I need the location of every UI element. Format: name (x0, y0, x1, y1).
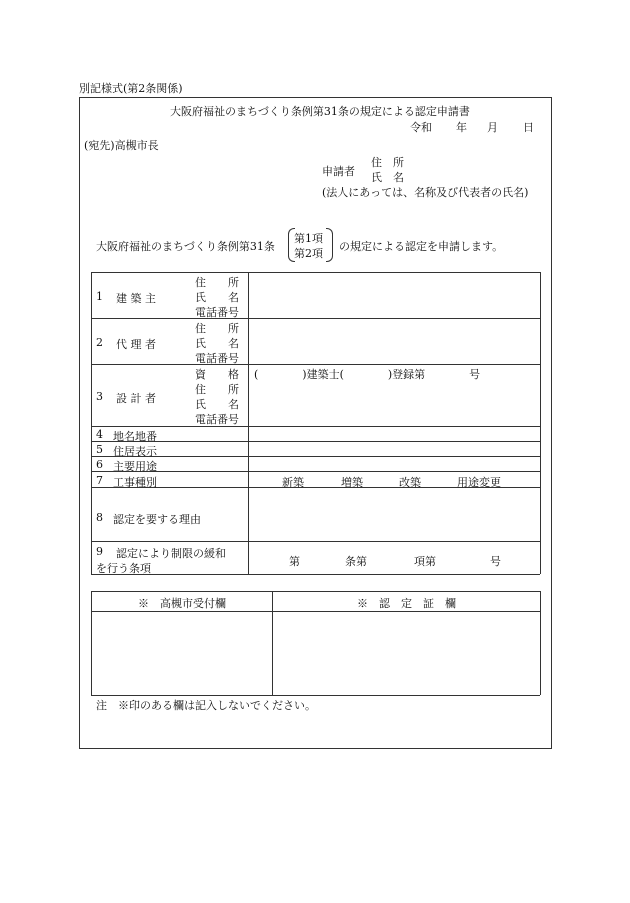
sub-label: 氏 名 (195, 291, 239, 304)
sub-label: 氏 名 (195, 398, 239, 411)
row-number: 4 (96, 428, 103, 441)
table-border-right (540, 272, 541, 574)
row-number: 1 (96, 290, 103, 303)
row-number: 5 (96, 443, 103, 456)
row-label: 認定により制限の緩和 (116, 547, 226, 560)
row-divider (91, 426, 540, 427)
row-number: 6 (96, 458, 103, 471)
row-label: 主要用途 (113, 460, 157, 473)
row-number: 3 (96, 390, 103, 403)
sub-label: 住 所 (195, 276, 239, 289)
row-label: 認定を要する理由 (113, 513, 201, 526)
work-type-rebuild: 改築 (399, 476, 421, 489)
row-label: 地名地番 (113, 430, 157, 443)
reception-header-divider (91, 611, 540, 612)
form-label: 別記様式(第2条関係) (79, 82, 183, 95)
clause-item: 号 (490, 555, 501, 568)
work-type-new: 新築 (282, 476, 304, 489)
date-era: 令和 (410, 121, 432, 134)
certificate-title: ※ 認 定 証 欄 (357, 597, 456, 610)
clause-paragraph: 項第 (414, 555, 436, 568)
bracket-right (326, 228, 333, 262)
statement-prefix: 大阪府福祉のまちづくり条例第31条 (96, 240, 275, 253)
reception-border-right (540, 591, 541, 695)
option-clause-1: 第1項 (294, 232, 323, 245)
addressee: (宛先)高槻市長 (84, 139, 159, 152)
row-divider (91, 471, 540, 472)
applicant-label: 申請者 (322, 165, 355, 178)
table-border-left (91, 272, 92, 574)
row-label: 設 計 者 (116, 392, 156, 405)
sub-label: 資 格 (195, 368, 239, 381)
clause-article: 条第 (345, 555, 367, 568)
row-divider (91, 541, 540, 542)
clause-article-prefix: 第 (289, 555, 300, 568)
sub-label: 電話番号 (195, 306, 239, 319)
corp-note: (法人にあっては、名称及び代表者の氏名) (322, 186, 529, 199)
date-day: 日 (523, 121, 534, 134)
table-border-top (91, 272, 540, 273)
row-number: 2 (96, 336, 103, 349)
sub-label: 氏 名 (195, 337, 239, 350)
reception-border-bottom (91, 695, 540, 696)
work-type-extension: 増築 (341, 476, 363, 489)
applicant-address-label: 住 所 (371, 156, 404, 169)
row-divider (91, 318, 540, 319)
row-label: 住居表示 (113, 445, 157, 458)
sub-label: 住 所 (195, 322, 239, 335)
row-number: 8 (96, 511, 103, 524)
work-type-use-change: 用途変更 (457, 476, 501, 489)
sub-label: 電話番号 (195, 352, 239, 365)
row-number: 9 (96, 545, 103, 558)
sub-label: 住 所 (195, 383, 239, 396)
option-clause-2: 第2項 (294, 247, 323, 260)
designer-qualification: ( )建築士( )登録第 号 (254, 368, 481, 381)
form-title: 大阪府福祉のまちづくり条例第31条の規定による認定申請書 (170, 105, 470, 118)
row-label: 代 理 者 (116, 338, 156, 351)
date-year: 年 (456, 121, 467, 134)
statement-suffix: の規定による認定を申請します。 (339, 240, 504, 253)
date-month: 月 (487, 121, 498, 134)
row-divider (91, 441, 540, 442)
reception-title: ※ 高槻市受付欄 (138, 597, 226, 610)
table-border-bottom (91, 574, 540, 575)
sub-label: 電話番号 (195, 413, 239, 426)
row-label-cont: を行う条項 (96, 562, 151, 575)
row-divider (91, 364, 540, 365)
reception-border-top (91, 591, 540, 592)
column-divider (248, 272, 249, 574)
footnote: 注 ※印のある欄は記入しないでください。 (96, 699, 316, 712)
row-label: 工事種別 (113, 476, 157, 489)
applicant-name-label: 氏 名 (371, 171, 404, 184)
row-label: 建 築 主 (116, 292, 156, 305)
row-number: 7 (96, 474, 103, 487)
row-divider (91, 456, 540, 457)
